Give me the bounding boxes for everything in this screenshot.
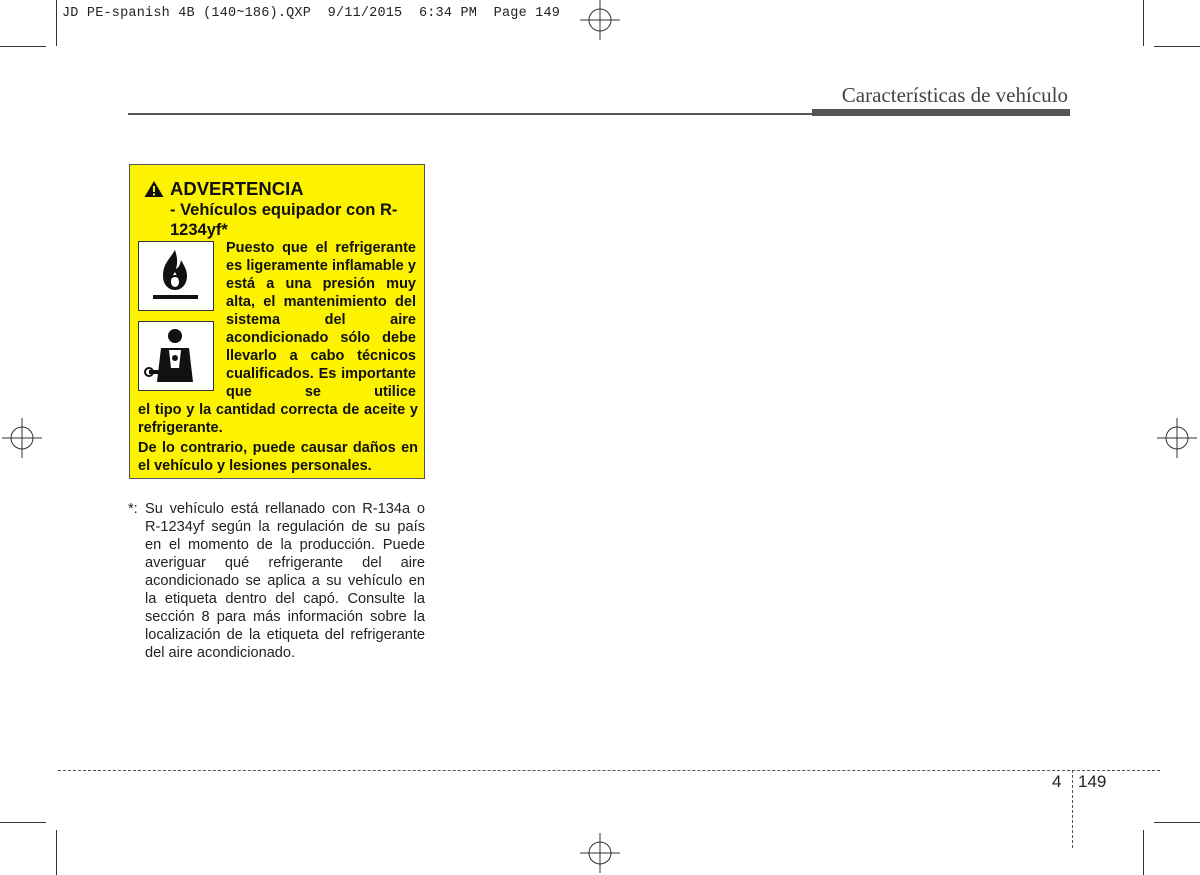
crop-mark: [1143, 830, 1144, 875]
registration-mark-icon: [2, 418, 42, 458]
header-rule: [128, 113, 812, 115]
footnote: [128, 500, 425, 662]
technician-icon: [139, 322, 212, 389]
page-number: 149: [1078, 772, 1107, 791]
registration-mark-icon: [1157, 418, 1197, 458]
crop-mark: [1154, 46, 1200, 47]
registration-mark-icon: [580, 0, 620, 40]
footer-divider: [1072, 770, 1073, 848]
crop-mark: [1143, 0, 1144, 46]
warning-text-block: [138, 401, 418, 437]
crop-mark: [0, 822, 46, 823]
footer-rule: [58, 770, 1160, 771]
print-slug: JD PE-spanish 4B (140~186).QXP 9/11/2015 6:34 PM Page 149: [62, 6, 561, 21]
warning-triangle-icon: [144, 180, 164, 198]
warning-text-continued: el tipo y la cantidad correcta de aceite y refrigerante.: [138, 402, 418, 436]
flammable-pictogram: [138, 241, 214, 311]
crop-mark: [0, 46, 46, 47]
warning-heading: [144, 178, 304, 200]
crop-mark: [1154, 822, 1200, 823]
warning-subheading: - Vehículos equipador con R-1234yf*: [170, 201, 398, 239]
warning-text-consequence: De lo contrario, puede causar daños en el vehículo y lesiones personales.: [138, 440, 418, 474]
warning-text-block: [226, 239, 416, 401]
section-title: Características de vehículo: [841, 83, 1068, 107]
section-number: 4: [1052, 772, 1062, 791]
technician-pictogram: [138, 321, 214, 391]
flammable-icon: [139, 242, 212, 309]
crop-mark: [56, 0, 57, 46]
header-rule-accent: [812, 109, 1070, 116]
footnote-text: Su vehículo está rellanado con R-134a o R-1234yf según la regulación de su país en el momento de la producción. Puede averiguar qué refrigerante del aire acondicionado se aplica a su vehículo en la etiqueta dentro del capó. Consulte la sección 8 para más información sobre la localización de la etiqueta del refrigerante del aire acondicionado.: [145, 501, 425, 661]
warning-text-beside-icons: Puesto que el refrigerante es ligeramente inflamable y está a una presión muy alta, el mantenimiento del sistema del aire acondicionado sólo debe llevarlo a cabo técnicos cualificados. Es importante que se utilice: [226, 240, 416, 400]
warning-box: [129, 164, 425, 479]
crop-mark: [56, 830, 57, 875]
warning-text-block: [138, 439, 418, 475]
warning-heading-text: ADVERTENCIA: [170, 178, 304, 199]
footnote-marker: *:: [128, 501, 138, 517]
registration-mark-icon: [580, 833, 620, 873]
